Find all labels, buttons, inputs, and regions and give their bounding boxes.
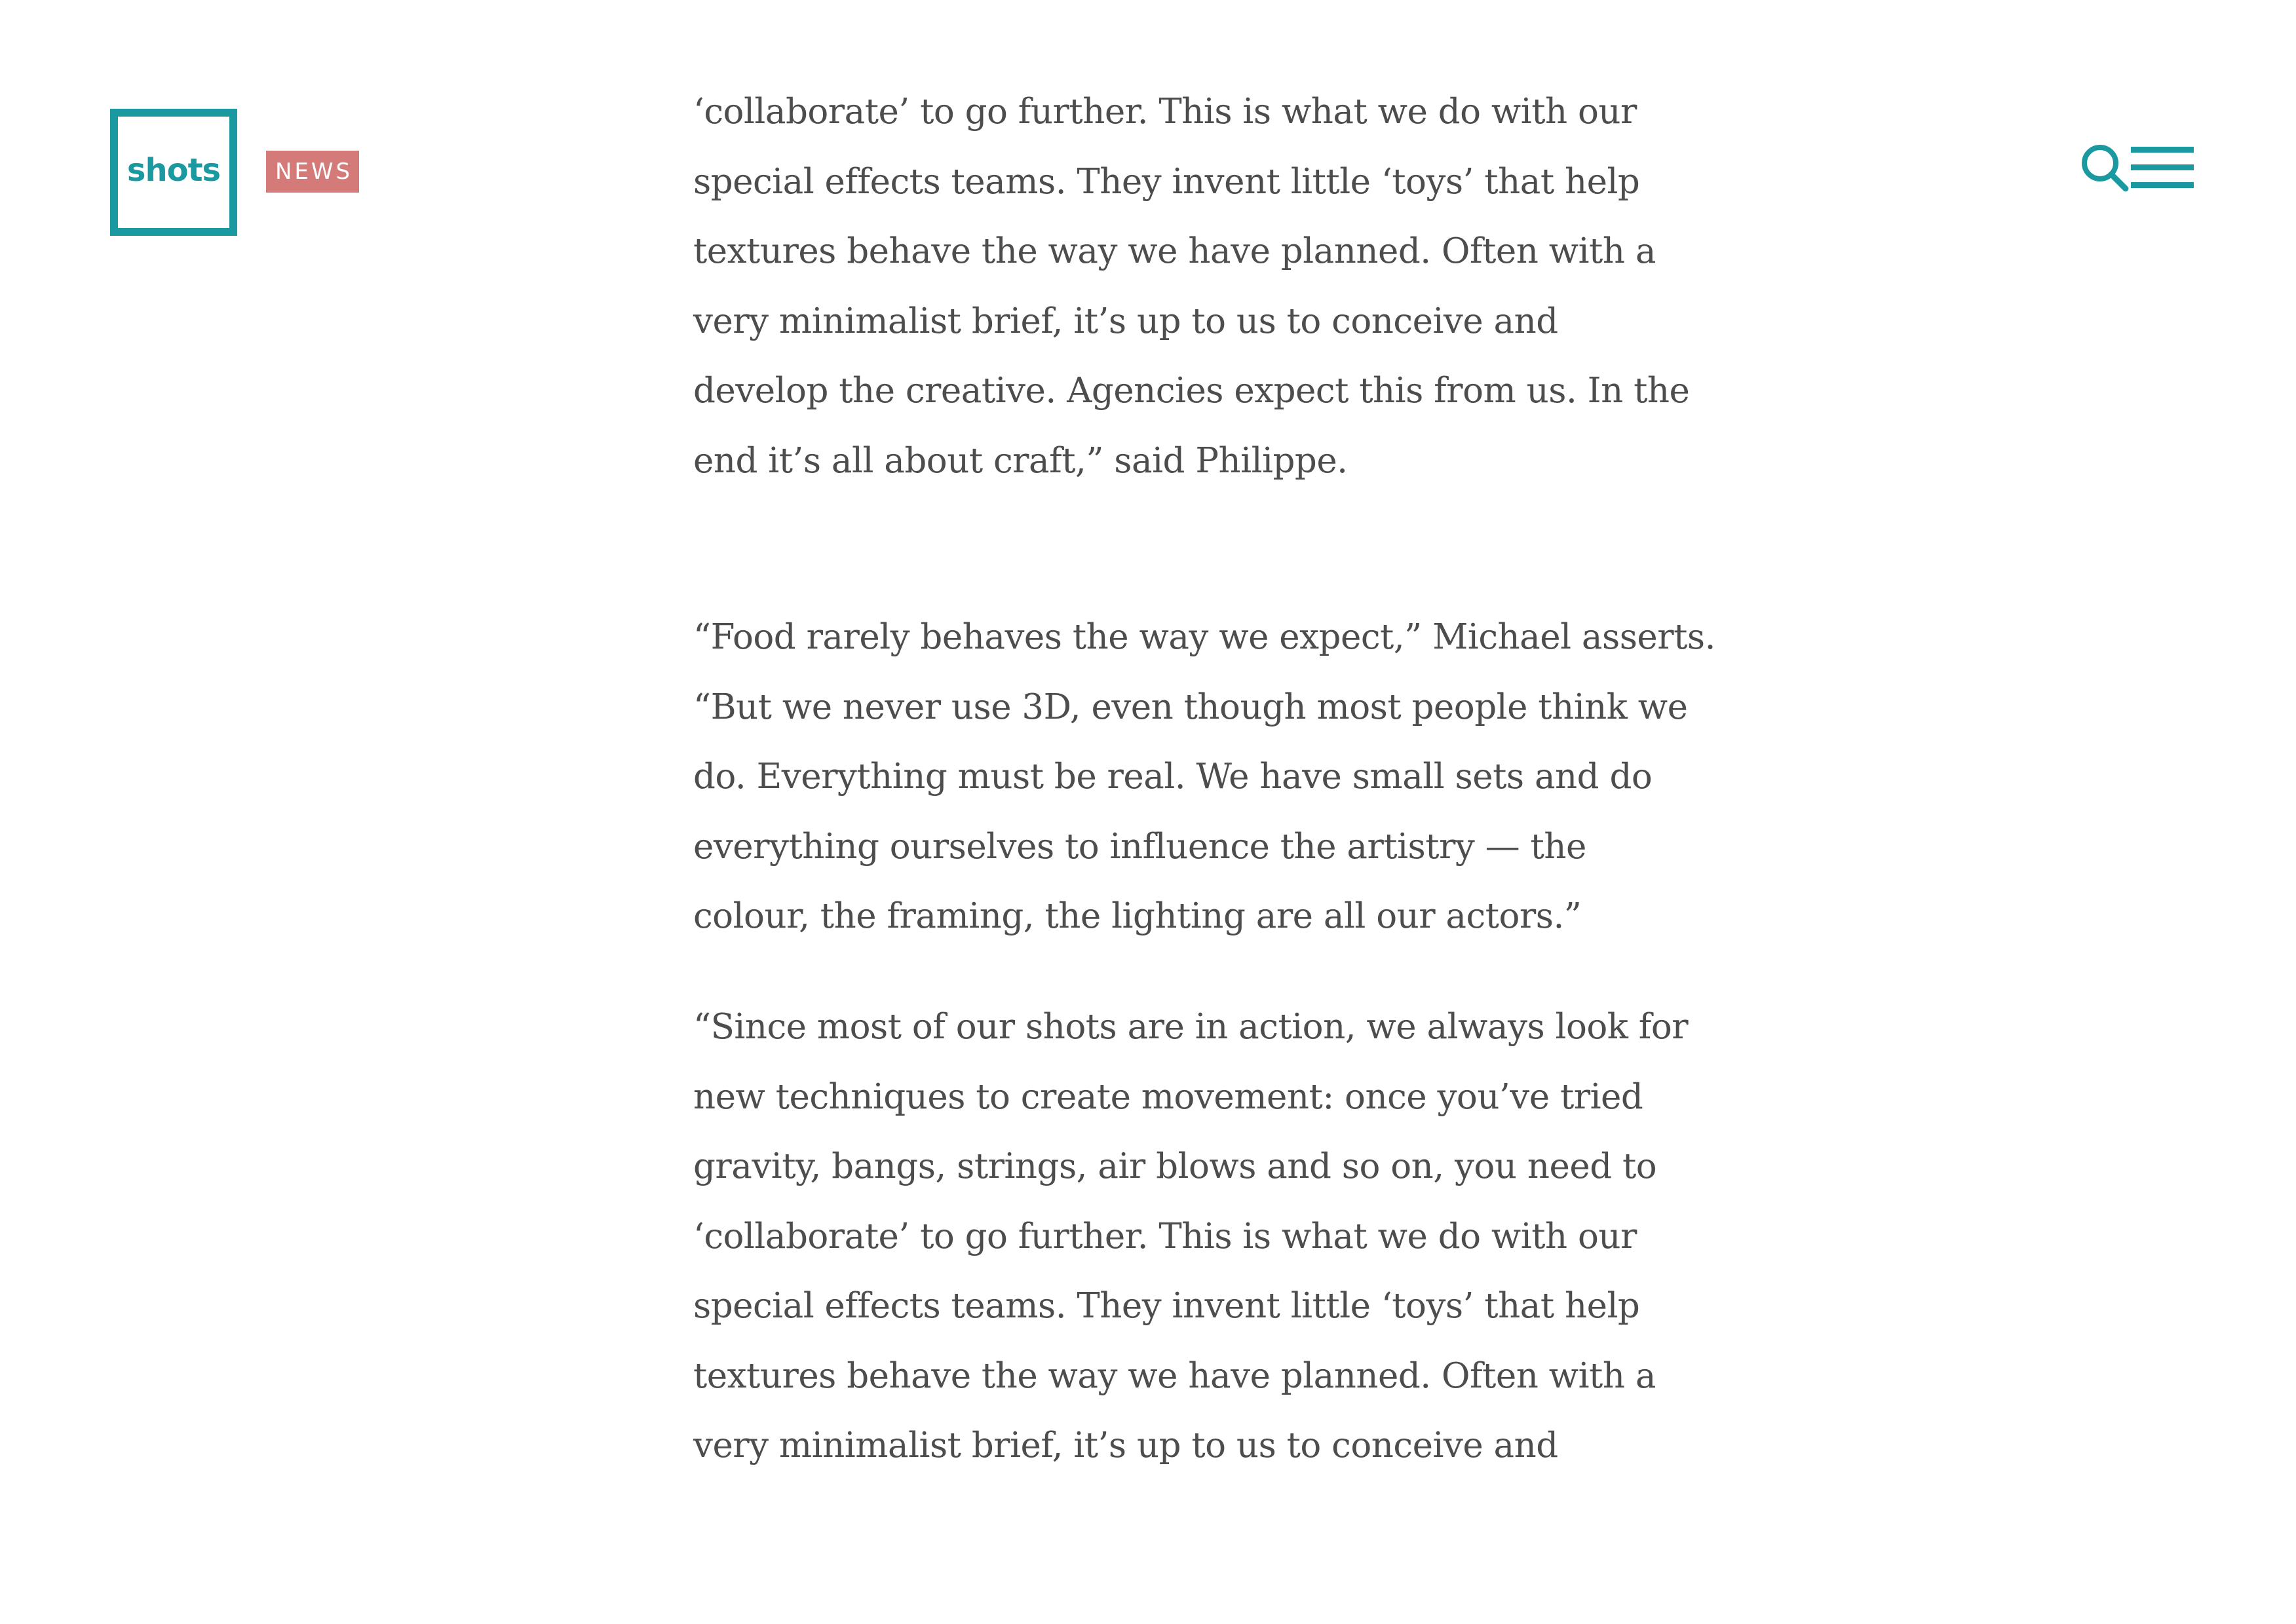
shots-logo[interactable]: [110, 109, 237, 236]
article-paragraph: [693, 992, 1688, 1481]
paragraph-line: “Since most of our shots are in action, we always look for: [693, 1007, 1689, 1047]
hamburger-menu-icon[interactable]: [2131, 142, 2194, 197]
paragraph-line: “Food rarely behaves the way we expect,” Michael asserts.: [693, 617, 1715, 657]
paragraph-line: very minimalist brief, it’s up to us to conceive and: [693, 301, 1558, 341]
news-tag-label: NEWS: [275, 159, 353, 185]
paragraph-line: textures behave the way we have planned. Often with a: [693, 1355, 1656, 1396]
paragraph-line: special effects teams. They invent little ‘toys’ that help: [693, 1286, 1640, 1326]
header-actions: [2078, 142, 2194, 197]
paragraph-line: new techniques to create movement: once you’ve tried: [693, 1076, 1643, 1117]
paragraph-line: everything ourselves to influence the artistry — the: [693, 826, 1586, 867]
paragraph-line: end it’s all about craft,” said Philippe.: [693, 440, 1348, 481]
paragraph-line: “But we never use 3D, even though most people think we: [693, 687, 1688, 727]
news-section-tag[interactable]: [266, 151, 359, 193]
paragraph-line: do. Everything must be real. We have small sets and do: [693, 757, 1653, 797]
paragraph-line: textures behave the way we have planned. Often with a: [693, 231, 1656, 271]
paragraph-line: special effects teams. They invent little ‘toys’ that help: [693, 161, 1640, 202]
logo-text: shots: [126, 152, 221, 189]
search-icon[interactable]: [2078, 142, 2131, 197]
paragraph-line: ‘collaborate’ to go further. This is what we do with our: [693, 92, 1637, 132]
paragraph-line: very minimalist brief, it’s up to us to conceive and: [693, 1426, 1558, 1465]
article-paragraph: [693, 77, 1689, 496]
paragraph-line: develop the creative. Agencies expect this from us. In the: [693, 371, 1690, 411]
paragraph-line: gravity, bangs, strings, air blows and so on, you need to: [693, 1146, 1657, 1186]
paragraph-line: colour, the framing, the lighting are all our actors.”: [693, 896, 1582, 936]
article-paragraph: [693, 603, 1715, 952]
paragraph-line: ‘collaborate’ to go further. This is what we do with our: [693, 1216, 1637, 1256]
